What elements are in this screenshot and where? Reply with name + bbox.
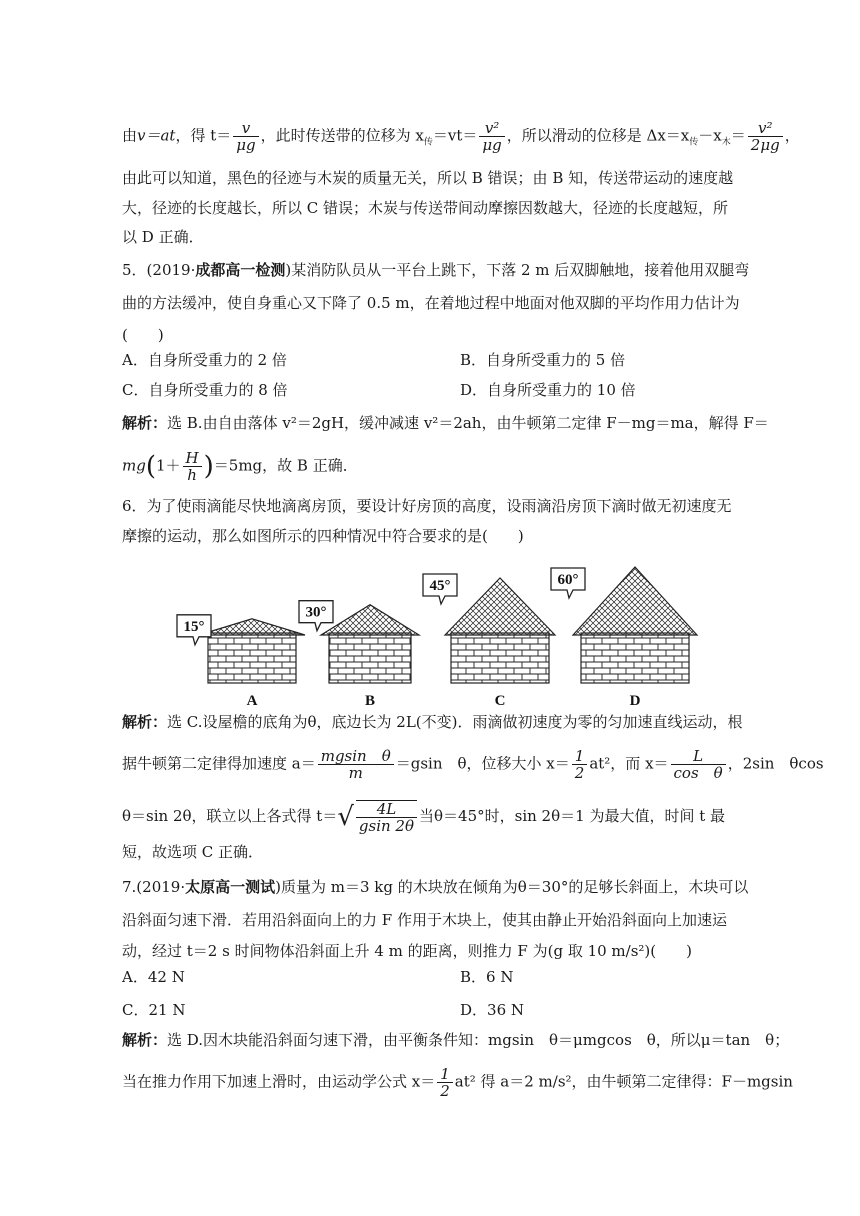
house-A (177, 615, 305, 709)
answer-label: 解析： (122, 1031, 168, 1049)
houses-group (177, 567, 697, 709)
angle-label: 60° (557, 572, 579, 588)
house-wall (581, 633, 689, 683)
house-roof (445, 578, 555, 635)
house-letter: A (246, 693, 258, 709)
solution-line-2: 由此可以知道，黑色的径迹与木炭的质量无关，所以 B 错误；由 B 知，传送带运动的速度越 (122, 169, 734, 187)
text-segment: θ＝sin 2θ，联立以上各式得 t＝ (122, 807, 338, 825)
houses-figure (170, 560, 730, 710)
text-segment: 由 (122, 126, 138, 145)
answer-6-line-4: 短，故选项 C 正确． (122, 843, 264, 861)
house-wall (451, 633, 549, 683)
text-segment: 据牛顿第二定律得加速度 a＝ (122, 754, 316, 773)
question-7-line-1 (122, 877, 749, 897)
angle-label: 30° (305, 604, 327, 621)
denominator: gsin 2θ (358, 817, 415, 835)
text-segment: 当在推力作用下加速上滑时，由运动学公式 x＝ (122, 1072, 436, 1091)
question-5-line-1 (122, 260, 750, 280)
house-D (551, 567, 697, 709)
text-segment: ，得 t＝ (175, 126, 232, 145)
fraction-sqrt-content (356, 800, 417, 834)
answer-7-line-1 (122, 1030, 790, 1050)
denominator: 2μg (750, 136, 780, 154)
question-7-line-2: 沿斜面匀速下滑．若用沿斜面向上的力 F 作用于木块上，使其由静止开始沿斜面向上加速运 (122, 911, 727, 929)
fraction-L-over-cos (671, 748, 726, 781)
formula-mg: mg (122, 456, 146, 475)
answer-label: 解析： (122, 414, 168, 432)
house-letter: D (629, 693, 641, 709)
text-segment: ，此时传送带的位移为 x (260, 126, 424, 145)
option-7-C: C．21 N (122, 1001, 186, 1019)
numerator: v² (479, 120, 504, 137)
house-B (299, 601, 419, 709)
text-segment: ＝ (730, 126, 746, 145)
text-segment: ＝gsin θ，位移大小 x＝ (395, 754, 570, 773)
numerator: 4L (356, 801, 417, 818)
subscript: 木 (721, 137, 731, 148)
solution-line-3: 大，径迹的长度越长，所以 C 错误；木炭与传送带间动摩擦因数越大，径迹的长度越短，所 (122, 199, 729, 217)
subscript: 传 (689, 137, 699, 148)
option-5-D: D．自身所受重力的 10 倍 (460, 381, 636, 399)
denominator: μg (482, 136, 502, 154)
answer-6-line-3 (122, 800, 742, 834)
fraction-H-over-h (183, 450, 202, 483)
text-segment: ，所以滑动的位移是 Δx＝x (506, 126, 690, 145)
numerator: mgsin θ (318, 748, 394, 765)
answer-5-line-1 (122, 413, 769, 433)
answer-6-line-2 (122, 747, 824, 782)
option-5-A: A．自身所受重力的 2 倍 (122, 351, 287, 369)
fraction-one-half (572, 748, 588, 781)
denominator: m (348, 764, 363, 782)
house-C (423, 574, 555, 709)
house-letter: B (364, 693, 376, 709)
option-5-B: B．自身所受重力的 5 倍 (460, 351, 626, 369)
angle-label: 45° (429, 578, 451, 594)
option-7-D: D．36 N (460, 1001, 525, 1019)
denominator: cos θ (673, 764, 723, 782)
house-roof (199, 619, 305, 635)
fraction-mgsin-over-m (318, 748, 394, 781)
option-5-C: C．自身所受重力的 8 倍 (122, 381, 288, 399)
answer-text: 选 D.因木块能沿斜面匀速下滑，由平衡条件知：mgsin θ＝μmgcos θ，所以μ＝tan θ； (167, 1031, 790, 1049)
left-paren: ( (145, 451, 156, 482)
formula-v-at: v＝at (137, 126, 176, 145)
denominator: μg (236, 136, 256, 154)
denominator: h (187, 466, 197, 484)
option-7-A: A．42 N (122, 968, 185, 986)
numerator: v (233, 120, 258, 137)
question-number: 5．(2019· (122, 261, 196, 279)
answer-7-line-2 (122, 1065, 793, 1100)
text-segment: at² 得 a＝2 m/s²，由牛顿第二定律得：F－mgsin (454, 1072, 793, 1091)
sqrt-sign: √ (337, 802, 354, 832)
question-6-line-2: 摩擦的运动，那么如图所示的四种情况中符合要求的是( ) (122, 527, 524, 545)
answer-label: 解析： (122, 713, 168, 731)
subscript: 传 (423, 137, 433, 148)
house-roof (321, 605, 419, 635)
denominator: 2 (574, 764, 585, 782)
source-tag: 太原高一测试 (185, 878, 276, 896)
numerator: L (671, 748, 726, 765)
fraction-v-over-mug (233, 120, 258, 153)
numerator: 1 (437, 1066, 453, 1083)
house-wall (208, 633, 296, 683)
question-number: 7.(2019· (122, 878, 186, 896)
text-segment: 当θ＝45°时，sin 2θ＝1 为最大值，时间 t 最 (419, 807, 726, 825)
question-text: )质量为 m＝3 kg 的木块放在倾角为θ＝30°的足够长斜面上，木块可以 (275, 878, 749, 896)
answer-5-line-2 (122, 450, 742, 484)
house-letter: C (494, 693, 506, 709)
text-segment: ， (784, 126, 800, 145)
right-paren: ) (203, 451, 214, 482)
fraction-v2-over-mug (479, 120, 504, 153)
source-tag: 成都高一检测 (195, 261, 286, 279)
solution-line-4: 以 D 正确． (122, 228, 204, 246)
question-5-blank: ( ) (122, 326, 164, 344)
fraction-v2-over-2mug (748, 120, 783, 153)
question-6-line-1: 6．为了使雨滴能尽快地滴离房顶，要设计好房顶的高度，设雨滴沿房顶下滴时做无初速度无 (122, 497, 732, 515)
answer-text: 选 B.由自由落体 v²＝2gH，缓冲减速 v²＝2ah，由牛顿第二定律 F－mg＝ma，解得 F＝ (167, 414, 769, 432)
question-5-line-2: 曲的方法缓冲，使自身重心又下降了 0.5 m，在着地过程中地面对他双脚的平均作用力估计为 (122, 294, 740, 312)
numerator: v² (748, 120, 783, 137)
text-segment: ＝vt＝ (432, 126, 478, 145)
answer-6-line-1 (122, 712, 742, 732)
numerator: 1 (572, 748, 588, 765)
question-7-line-3: 动，经过 t＝2 s 时间物体沿斜面上升 4 m 的距离，则推力 F 为(g 取 10 m/s²)( ) (122, 942, 692, 960)
angle-label: 15° (183, 618, 205, 635)
house-wall (329, 633, 411, 683)
denominator: 2 (440, 1082, 450, 1100)
text-segment: 1＋ (155, 456, 181, 475)
answer-text: ＝5mg，故 B 正确． (213, 456, 358, 475)
text-segment: ，2sin θcos (727, 754, 824, 773)
question-text: )某消防队员从一平台上跳下，下落 2 m 后双脚触地，接着他用双腿弯 (285, 261, 750, 279)
answer-text: 选 C.设屋檐的底角为θ，底边长为 2L(不变)．雨滴做初速度为零的匀加速直线运动，根 (167, 713, 743, 731)
fraction-one-half (437, 1066, 453, 1099)
text-segment: at²，而 x＝ (589, 754, 669, 773)
numerator: H (183, 450, 202, 467)
option-7-B: B．6 N (460, 968, 514, 986)
text-segment: －x (698, 126, 722, 145)
house-roof (573, 567, 697, 635)
